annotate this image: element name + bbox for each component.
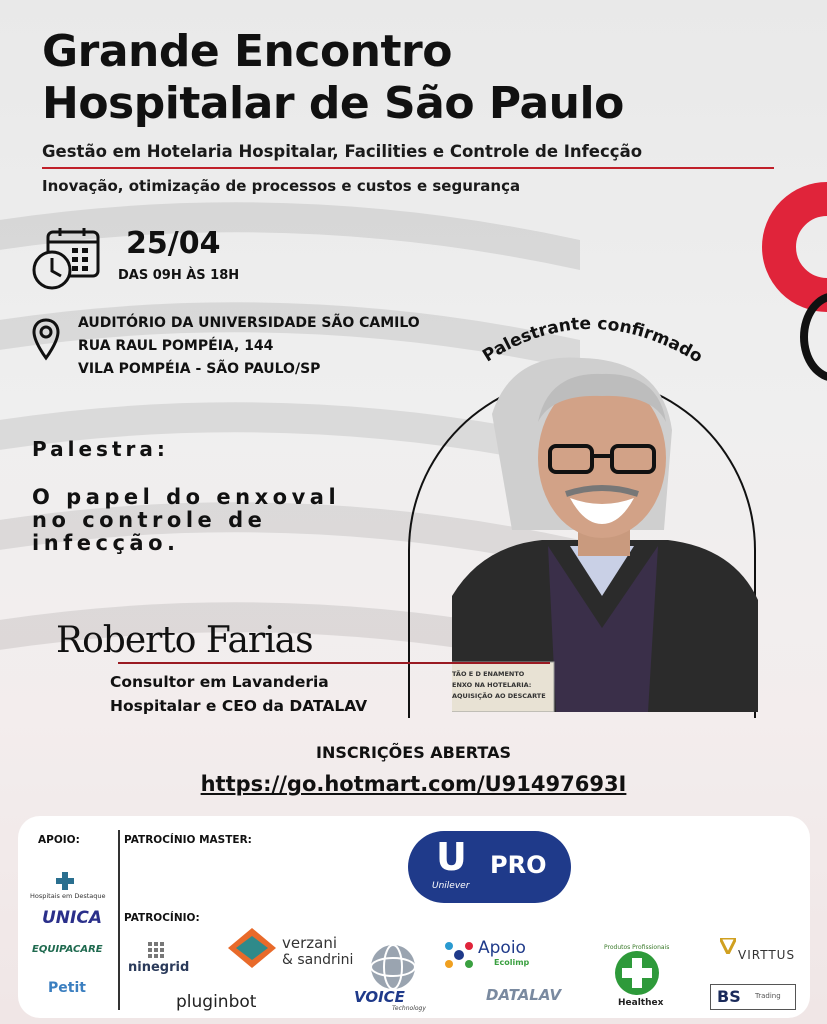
event-title-line1: Grande Encontro <box>42 26 452 77</box>
event-subtitle: Gestão em Hotelaria Hospitalar, Facilities e Controle de Infecção <box>42 142 643 161</box>
logo-virttus: VIRTTUS <box>738 948 796 962</box>
logo-equipacare: EQUIPACARE <box>32 944 103 955</box>
logo-pluginbot: pluginbot <box>176 992 257 1012</box>
sponsors-divider <box>118 830 120 1010</box>
healthex-cross-icon <box>614 950 660 996</box>
logo-petit: Petit <box>48 980 86 996</box>
pro-badge: PRO <box>490 851 547 879</box>
logo-healthex: Healthex <box>618 998 664 1008</box>
event-date: 25/04 <box>126 226 221 261</box>
logo-sandrini: & sandrini <box>282 952 354 968</box>
calendar-clock-icon <box>32 226 102 292</box>
badge-line: TÃO E D ENAMENTO <box>452 670 525 678</box>
logo-trading: Trading <box>755 992 781 1000</box>
talk-title <box>32 486 412 555</box>
apoio-molecule-icon <box>444 940 474 970</box>
sponsors-panel <box>18 816 810 1018</box>
subtitle-divider <box>42 167 774 169</box>
virttus-icon <box>720 938 736 954</box>
logo-hospitais-em-destaque: Hospitais em Destaque <box>30 892 106 900</box>
speaker-role <box>110 670 367 718</box>
decorative-red-ring <box>762 182 827 312</box>
badge-line: ENXO NA HOTELARIA: <box>452 681 532 689</box>
address-line: RUA RAUL POMPÉIA, 144 <box>78 338 274 354</box>
speaker-name-underline <box>118 662 550 664</box>
talk-label: Palestra: <box>32 437 169 461</box>
speaker-confirmed-text: Palestrante confirmado <box>479 313 706 368</box>
logo-ecolimp: Ecolimp <box>494 958 530 967</box>
event-address <box>78 312 420 381</box>
logo-healthex-tagline: Produtos Profissionais <box>604 944 670 951</box>
logo-voice-subtitle: Technology <box>392 1005 426 1012</box>
event-tagline: Inovação, otimização de processos e custos e segurança <box>42 177 521 195</box>
logo-voice: VOICE <box>354 988 405 1006</box>
registration-link[interactable]: https://go.hotmart.com/U91497693I <box>200 772 627 796</box>
verzani-diamond-icon <box>228 928 276 968</box>
speaker-role-line: Consultor em Lavanderia <box>110 673 329 691</box>
logo-bs: BS <box>717 987 741 1006</box>
registration-label: INSCRIÇÕES ABERTAS <box>316 743 511 762</box>
patrocinio-label: PATROCÍNIO: <box>124 912 200 924</box>
logo-apoio-ecolimp: Apoio <box>478 938 526 958</box>
logo-unica: UNICA <box>42 908 102 928</box>
patrocinio-master-label: PATROCÍNIO MASTER: <box>124 834 252 846</box>
voice-globe-icon <box>370 944 416 990</box>
talk-title-line: O papel do enxoval <box>32 485 341 509</box>
unilever-pro-logo <box>408 831 571 903</box>
badge-line: AQUISIÇÃO AO DESCARTE <box>452 692 546 700</box>
address-line: AUDITÓRIO DA UNIVERSIDADE SÃO CAMILO <box>78 315 420 331</box>
logo-verzani: verzani <box>282 934 338 952</box>
speaker-photo <box>452 350 758 712</box>
logo-datalav: DATALAV <box>486 986 562 1004</box>
speaker-name: Roberto Farias <box>56 620 313 661</box>
event-hours: DAS 09H ÀS 18H <box>118 268 240 283</box>
apoio-label: APOIO: <box>38 834 80 846</box>
talk-title-line: no controle de <box>32 508 267 532</box>
bs-trading-logo <box>710 984 796 1010</box>
address-line: VILA POMPÉIA - SÃO PAULO/SP <box>78 361 321 377</box>
talk-title-line: infecção. <box>32 531 180 555</box>
logo-ninegrid: ninegrid <box>128 960 190 975</box>
speaker-role-line: Hospitalar e CEO da DATALAV <box>110 697 368 715</box>
ninegrid-icon <box>148 942 164 958</box>
event-title-line2: Hospitalar de São Paulo <box>42 78 624 129</box>
location-pin-icon <box>32 318 60 362</box>
unilever-u-mark: U <box>436 835 467 879</box>
hospital-cross-icon <box>56 872 74 890</box>
event-title <box>42 26 762 130</box>
unilever-wordmark: Unilever <box>432 881 470 891</box>
